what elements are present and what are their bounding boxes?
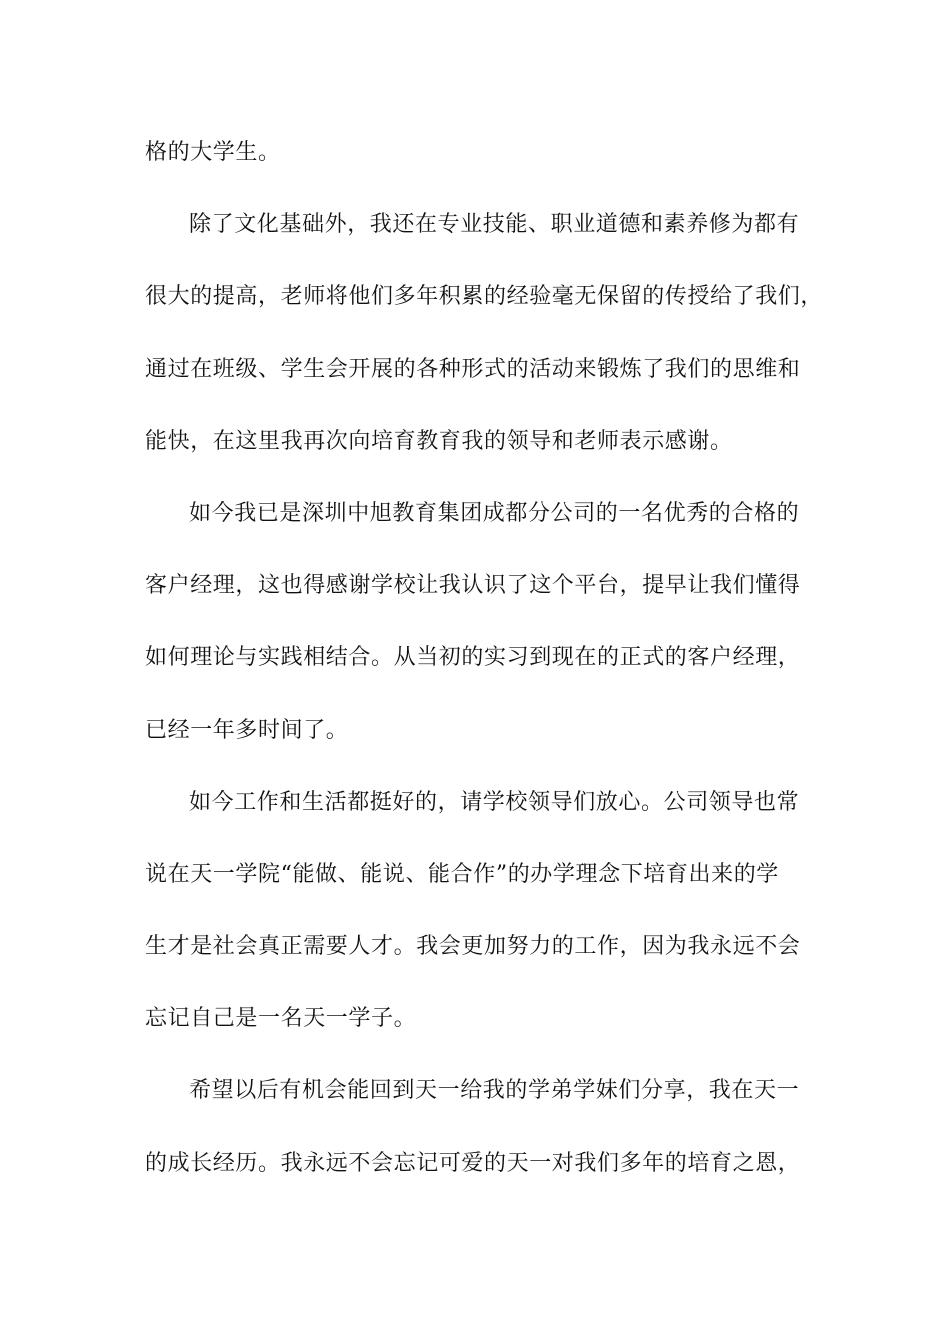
text-line: 格的大学生。 — [145, 140, 281, 165]
text-line: 生才是社会真正需要人才。我会更加努力的工作，因为我永远不会 — [145, 934, 801, 960]
text-line: 如今工作和生活都挺好的，请学校领导们放心。公司领导也常 — [189, 789, 800, 815]
text-line: 忘记自己是一名天一学子。 — [145, 1006, 417, 1032]
text-line: 很大的提高，老师将他们多年积累的经验毫无保留的传授给了我们， — [145, 284, 824, 310]
text-line: 说在天一学院“能做、能说、能合作”的办学理念下培育出来的学 — [145, 861, 779, 887]
text-line: 如今我已是深圳中旭教育集团成都分公司的一名优秀的合格的 — [189, 500, 800, 526]
text-line: 客户经理，这也得感谢学校让我认识了这个平台，提早让我们懂得 — [145, 573, 801, 599]
text-line: 如何理论与实践相结合。从当初的实习到现在的正式的客户经理， — [145, 645, 801, 671]
text-line: 希望以后有机会能回到天一给我的学弟学妹们分享，我在天一 — [189, 1078, 800, 1104]
text-line: 已经一年多时间了。 — [145, 717, 349, 743]
body-text — [145, 125, 825, 1208]
text-line: 除了文化基础外，我还在专业技能、职业道德和素养修为都有 — [189, 212, 800, 238]
text-line: 能快，在这里我再次向培育教育我的领导和老师表示感谢。 — [145, 428, 733, 454]
text-line: 的成长经历。我永远不会忘记可爱的天一对我们多年的培育之恩， — [145, 1150, 801, 1176]
text-line: 通过在班级、学生会开展的各种形式的活动来锻炼了我们的思维和 — [145, 356, 801, 382]
